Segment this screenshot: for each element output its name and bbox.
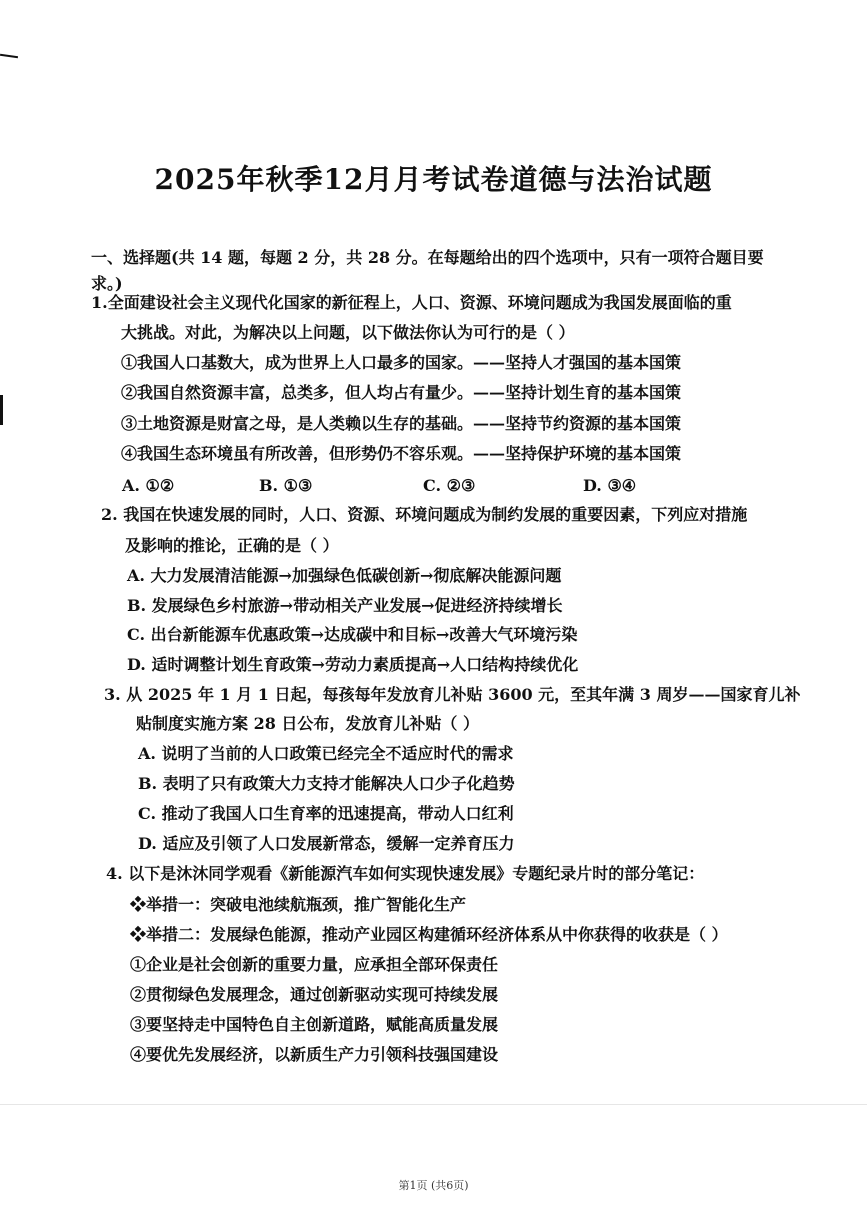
q1-stem-line1: 1.全面建设社会主义现代化国家的新征程上，人口、资源、环境问题成为我国发展面临的重 <box>91 293 732 312</box>
section-heading-line1: 一、选择题(共 14 题，每题 2 分，共 28 分。在每题给出的四个选项中，只有一项符合题目要 <box>91 248 764 267</box>
q1-stem-line2: 大挑战。对此，为解决以上问题，以下做法你认为可行的是（ ） <box>121 323 575 342</box>
scan-mark-top-left <box>0 54 18 58</box>
scan-divider <box>0 1104 867 1105</box>
q4-item-2: ②贯彻绿色发展理念，通过创新驱动实现可持续发展 <box>130 985 499 1004</box>
q1-option-b: B. ①③ <box>259 476 313 495</box>
q4-item-1: ①企业是社会创新的重要力量，应承担全部环保责任 <box>130 955 499 974</box>
q3-stem-line2: 贴制度实施方案 28 日公布，发放育儿补贴（ ） <box>136 714 479 733</box>
q1-option-d: D. ③④ <box>583 476 637 495</box>
q4-item-3: ③要坚持走中国特色自主创新道路，赋能高质量发展 <box>130 1015 499 1034</box>
q2-stem-line1: 2. 我国在快速发展的同时，人口、资源、环境问题成为制约发展的重要因素，下列应对措施 <box>101 505 748 524</box>
q3-option-a: A. 说明了当前的人口政策已经完全不适应时代的需求 <box>138 744 514 763</box>
section-heading-line2: 求。) <box>91 274 123 293</box>
q4-item-4: ④要优先发展经济，以新质生产力引领科技强国建设 <box>130 1045 499 1064</box>
q3-option-b: B. 表明了只有政策大力支持才能解决人口少子化趋势 <box>138 774 515 793</box>
q1-option-c: C. ②③ <box>423 476 476 495</box>
page-title: 2025年秋季12月月考试卷道德与法治试题 <box>154 163 713 196</box>
q2-stem-line2: 及影响的推论，正确的是（ ） <box>125 536 339 555</box>
q3-stem-line1: 3. 从 2025 年 1 月 1 日起，每孩每年发放育儿补贴 3600 元，至其年满 3 周岁——国家育儿补 <box>104 685 801 704</box>
q1-item-1: ①我国人口基数大，成为世界上人口最多的国家。——坚持人才强国的基本国策 <box>121 353 682 372</box>
q2-option-d: D. 适时调整计划生育政策→劳动力素质提高→人口结构持续优化 <box>127 655 579 674</box>
q3-option-c: C. 推动了我国人口生育率的迅速提高，带动人口红利 <box>138 804 514 823</box>
q4-measure-1: ❖举措一：突破电池续航瓶颈，推广智能化生产 <box>130 895 467 914</box>
page-footer: 第1页 (共6页) <box>398 1179 469 1192</box>
scan-mark-left-edge <box>0 395 3 425</box>
q1-item-4: ④我国生态环境虽有所改善，但形势仍不容乐观。——坚持保护环境的基本国策 <box>121 444 682 463</box>
q3-option-d: D. 适应及引领了人口发展新常态，缓解一定养育压力 <box>138 834 515 853</box>
q2-option-a: A. 大力发展清洁能源→加强绿色低碳创新→彻底解决能源问题 <box>127 566 562 585</box>
q4-measure-2: ❖举措二：发展绿色能源，推动产业园区构建循环经济体系从中你获得的收获是（ ） <box>130 925 728 944</box>
q1-item-3: ③土地资源是财富之母，是人类赖以生存的基础。——坚持节约资源的基本国策 <box>121 414 682 433</box>
q1-option-a: A. ①② <box>122 476 175 495</box>
q4-stem-line1: 4. 以下是沐沐同学观看《新能源汽车如何实现快速发展》专题纪录片时的部分笔记： <box>106 864 705 883</box>
q2-option-c: C. 出台新能源车优惠政策→达成碳中和目标→改善大气环境污染 <box>127 625 578 644</box>
q2-option-b: B. 发展绿色乡村旅游→带动相关产业发展→促进经济持续增长 <box>127 596 563 615</box>
q1-item-2: ②我国自然资源丰富，总类多，但人均占有量少。——坚持计划生育的基本国策 <box>121 383 682 402</box>
